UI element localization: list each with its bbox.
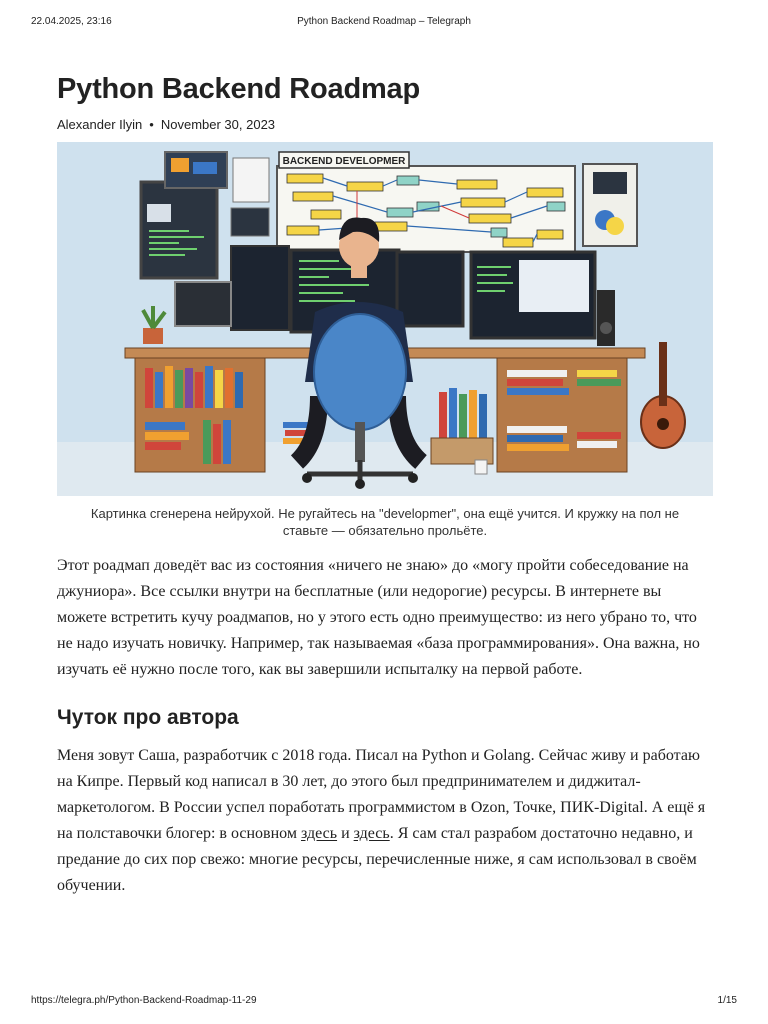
- developer-desk-illustration: [57, 142, 713, 496]
- print-header: [31, 16, 737, 30]
- section-heading-about-author: Чуток про автора: [57, 706, 239, 729]
- intro-paragraph: Этот роадмап доведёт вас из состояния «ничего не знаю» до «могу пройти собеседование на джуниора». Все ссылки внутри на бесплатные (или недорогие) ресурсы. В интернете вы можете встретить кучу роадмапов, но у этого есть одно преимущество: из него убрано то, что не надо изучать новичку. Например, так называемая «база программирования». Она важна, но изучать её нужно после того, как вы завершили испыталку на первой работе.: [57, 557, 700, 678]
- about-text-part1: Меня зовут Саша, разработчик с 2018 года. Писал на Python и Golang. Сейчас живу и работаю на Кипре. Первый код написал в 30 лет, до этого был предпринимателем и диджитал-маркетологом. В России успел поработать программистом в Ozon, Точке, ПИК-Digital. А ещё я на полставочки блогер: в основном: [57, 747, 706, 842]
- hero-image: [57, 142, 713, 496]
- print-url: https://telegra.ph/Python-Backend-Roadmap-11-29: [31, 995, 257, 1006]
- about-author-paragraph: [57, 743, 713, 899]
- image-caption: Картинка сгенерена нейрухой. Не ругайтесь на "developmer", она ещё учится. И кружку на пол не ставьте — обязательно прольёте.: [90, 506, 680, 538]
- about-text-and: и: [337, 825, 354, 842]
- print-footer: [31, 995, 737, 1009]
- article: [57, 70, 713, 899]
- author-name[interactable]: Alexander Ilyin: [57, 117, 143, 132]
- publish-date: November 30, 2023: [160, 117, 276, 132]
- blog-link-2[interactable]: здесь: [353, 825, 390, 842]
- hero-figure: [57, 142, 713, 539]
- byline-separator: •: [149, 117, 154, 132]
- print-datetime: 22.04.2025, 23:16: [31, 16, 112, 27]
- blog-link-1[interactable]: здесь: [300, 825, 338, 842]
- print-page-title: Python Backend Roadmap – Telegraph: [297, 16, 471, 27]
- print-page-number: 1/15: [717, 995, 737, 1006]
- about-text-part2: . Я сам стал разрабом достаточно недавно, и предание до сих пор свежо: многие ресурсы, перечисленные ниже, я сам использовал в своём обучении.: [57, 825, 697, 894]
- byline: [57, 116, 713, 134]
- board-title: BACKEND DEVELOPMER: [282, 156, 406, 167]
- article-title: Python Backend Roadmap: [57, 73, 420, 105]
